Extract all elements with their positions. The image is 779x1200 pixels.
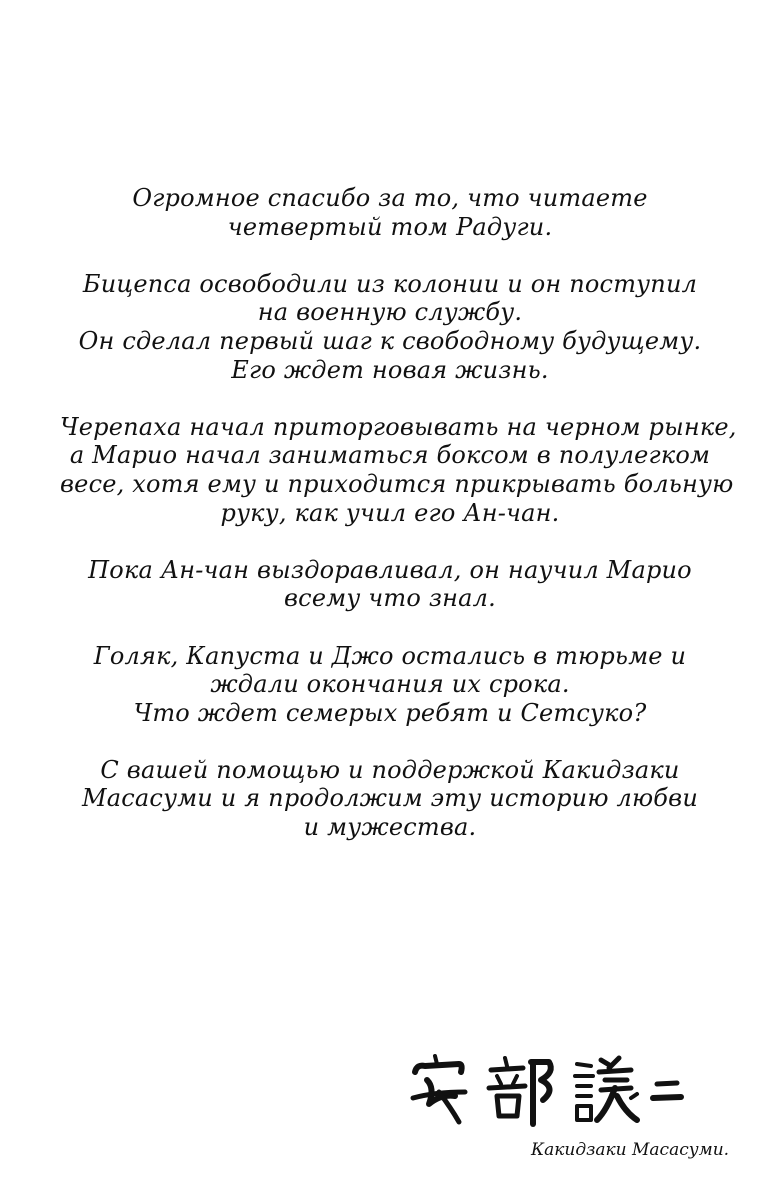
author-name: Какидзаки Масасуми. — [530, 1140, 730, 1160]
text-line: ждали окончания их срока. — [210, 670, 570, 699]
text-line: и мужества. — [303, 813, 477, 842]
text-line: весе, хотя ему и приходится прикрывать больную — [60, 469, 734, 498]
text-line: Масасуми и я продолжим эту историю любви — [82, 784, 698, 813]
text-line: Пока Ан-чан выздоравливал, он научил Марио — [88, 555, 692, 584]
text-line: С вашей помощью и поддержкой Какидзаки — [100, 755, 680, 784]
text-line: руку, как учил его Ан-чан. — [220, 498, 560, 527]
afterword-text — [60, 184, 737, 870]
paragraph-turtle-mario — [60, 412, 737, 527]
text-line: четвертый том Радуги. — [227, 212, 553, 241]
text-line: Голяк, Капуста и Джо остались в тюрьме и — [93, 641, 687, 670]
text-line: Его ждет новая жизнь. — [231, 355, 549, 384]
paragraph-thanks — [60, 184, 720, 241]
text-line: Он сделал первый шаг к свободному будущему. — [78, 326, 702, 355]
text-line: Огромное спасибо за то, что читаете — [132, 184, 648, 212]
paragraph-closing — [60, 756, 720, 842]
paragraph-prison — [60, 642, 720, 728]
text-line: а Марио начал заниматься боксом в полулегком — [69, 441, 711, 470]
signature-calligraphy — [405, 1048, 695, 1128]
paragraph-biceps — [60, 270, 720, 384]
text-line: Черепаха начал приторговывать на черном рынке, — [60, 412, 737, 441]
text-line: Что ждет семерых ребят и Сетсуко? — [133, 698, 647, 727]
text-line: всему что знал. — [284, 584, 496, 613]
text-line: на военную службу. — [257, 298, 523, 327]
brush-signature — [405, 1048, 695, 1128]
paragraph-anchan — [60, 556, 720, 613]
text-line: Бицепса освободили из колонии и он поступил — [82, 269, 698, 298]
